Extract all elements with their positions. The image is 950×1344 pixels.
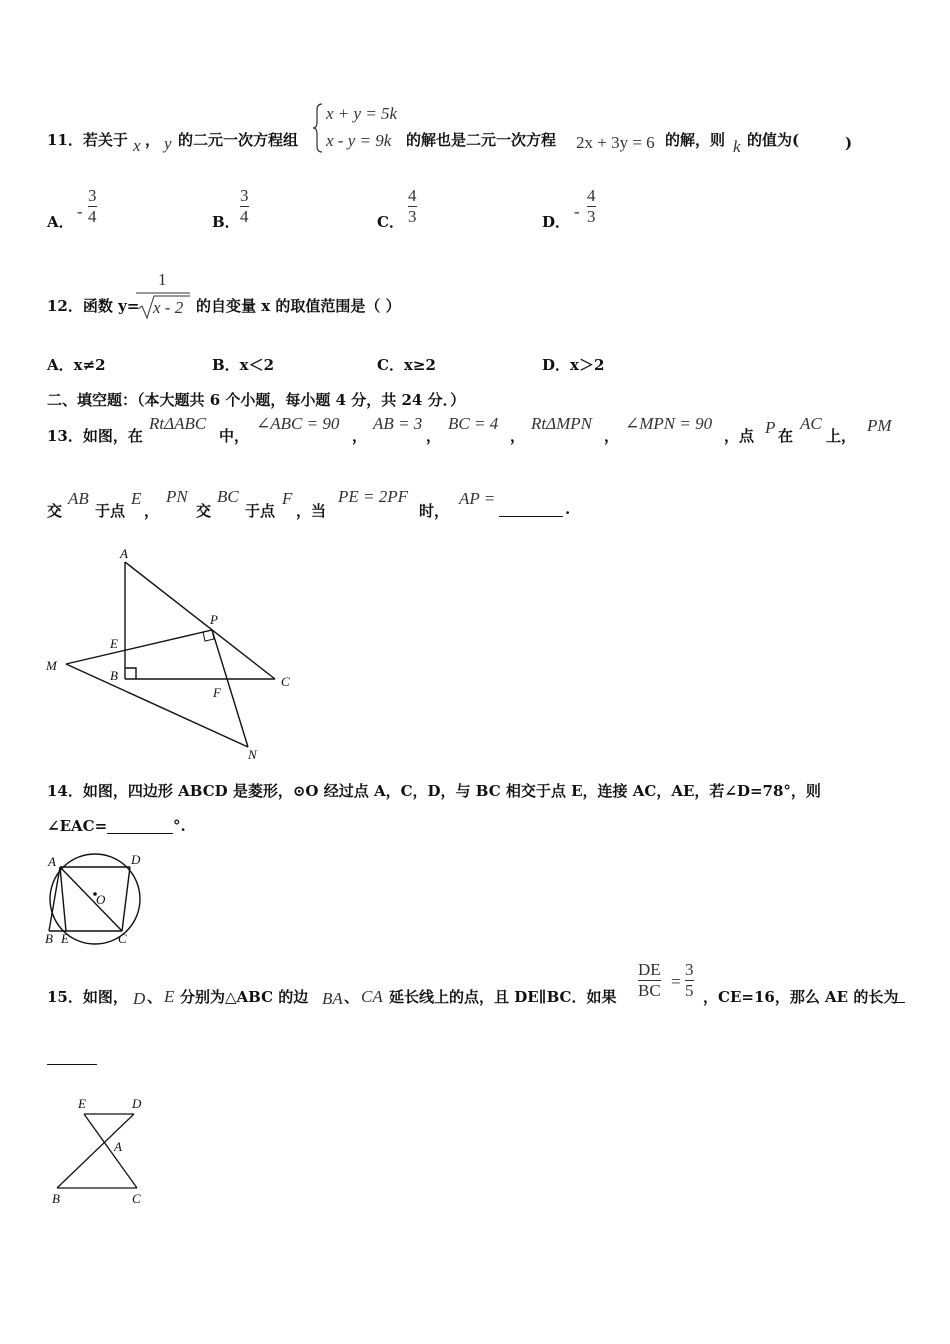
- q13-period: .: [565, 500, 571, 518]
- q11-comma: ，: [145, 131, 161, 149]
- q13-text-jiao-1: 交: [47, 502, 63, 520]
- q15-number-text: 15．如图，: [47, 988, 128, 1006]
- q11-text-4: 的值为(: [747, 131, 800, 149]
- q14-question-line-1: 14．如图，四边形 ABCD 是菱形，⊙O 经过点 A，C，D，与 BC 相交于点 E，连接 AC，AE，若∠D=78°，则: [47, 782, 821, 800]
- q13-answer-blank[interactable]: [499, 500, 563, 517]
- q11-option-c-fraction: [408, 186, 417, 226]
- q11-var-y: y: [164, 134, 172, 153]
- q13-fig-label-m: M: [46, 658, 57, 673]
- q11-option-b-denominator: 4: [240, 206, 249, 226]
- q11-option-d-numerator: 4: [587, 186, 596, 205]
- q12-option-a[interactable]: A．x≠2: [47, 356, 106, 374]
- q12-radicand: x - 2: [153, 298, 184, 317]
- q15-figure: [40, 1090, 160, 1210]
- q11-option-a-numerator: 3: [88, 186, 97, 205]
- q13-math-bc: BC = 4: [448, 414, 499, 433]
- q13-text-dang: ，当: [296, 502, 327, 520]
- q13-comma-5: ，: [144, 502, 160, 520]
- q13-fig-label-a: A: [120, 546, 128, 561]
- q11-option-d-fraction: [587, 186, 596, 226]
- q13-text-zhong: 中，: [219, 427, 250, 445]
- q11-option-a-fraction: [88, 186, 97, 226]
- q15-fig-label-d: D: [132, 1096, 142, 1111]
- q13-fig-label-e: E: [110, 636, 118, 651]
- q13-math-ab: AB = 3: [373, 414, 423, 433]
- q11-text-1: 的二元一次方程组: [178, 131, 299, 149]
- q15-value-numerator: 3: [685, 960, 694, 979]
- q12-numerator: 1: [158, 270, 167, 289]
- q14-fig-label-a: A: [48, 854, 56, 869]
- q13-text-jiao-2: 交: [196, 502, 212, 520]
- q15-value-denominator: 5: [685, 980, 694, 1000]
- q11-option-b-label: B．: [212, 213, 240, 231]
- q13-figure: [40, 540, 310, 765]
- q13-math-ap: AP =: [459, 489, 496, 508]
- q13-math-bc-2: BC: [217, 487, 239, 506]
- q15-fig-label-b: B: [52, 1191, 60, 1206]
- q14-fig-label-e: E: [61, 931, 69, 946]
- q11-option-a-label: A．: [47, 213, 74, 231]
- q15-text-1: 分别为△ABC 的边: [180, 988, 309, 1006]
- q13-math-f: F: [282, 489, 293, 508]
- q15-answer-blank-end[interactable]: [47, 1048, 97, 1065]
- q15-var-ca: CA: [361, 987, 383, 1006]
- q15-var-e: E: [164, 987, 175, 1006]
- q15-var-d: D: [133, 989, 146, 1008]
- q11-var-x: x: [133, 136, 141, 155]
- q13-fig-label-b: B: [110, 668, 118, 683]
- q13-comma-1: ，: [352, 427, 368, 445]
- q15-sep-1: 、: [147, 988, 163, 1006]
- q13-comma-3: ，: [510, 427, 526, 445]
- q14-fig-label-b: B: [45, 931, 53, 946]
- q14-degree-end: °.: [173, 817, 186, 835]
- q13-text-yudian-1: 于点: [95, 502, 126, 520]
- q11-option-a-denominator: 4: [88, 206, 97, 226]
- q11-var-k: k: [733, 137, 741, 156]
- q15-sep-2: 、: [344, 988, 360, 1006]
- q13-number-text: 13．如图，在: [47, 427, 143, 445]
- q13-text-shang: 上，: [826, 427, 857, 445]
- q15-fig-label-c: C: [132, 1191, 141, 1206]
- q13-fig-label-n: N: [248, 747, 257, 762]
- q11-option-c-numerator: 4: [408, 186, 417, 205]
- q13-text-zai: 在: [778, 427, 794, 445]
- q12-option-d[interactable]: D．x＞2: [542, 356, 605, 374]
- q15-equals: =: [671, 972, 681, 991]
- q13-math-pe-2pf: PE = 2PF: [338, 487, 409, 506]
- q13-math-angle-mpn: ∠MPN = 90: [625, 414, 713, 433]
- q13-math-p: P: [765, 418, 776, 437]
- q14-fig-label-c: C: [118, 931, 127, 946]
- q13-math-angle-abc: ∠ABC = 90: [256, 414, 340, 433]
- q15-fraction-value: [685, 960, 694, 1000]
- q13-text-yudian-2: 于点: [245, 502, 276, 520]
- q11-text-2: 的解也是二元一次方程: [406, 131, 557, 149]
- q12-option-c[interactable]: C．x≥2: [377, 356, 436, 374]
- section-2-heading: 二、填空题：（本大题共 6 个小题，每小题 4 分，共 24 分．）: [47, 391, 466, 409]
- q15-fraction-numerator: DE: [638, 960, 661, 979]
- q11-close-paren: ): [845, 134, 853, 152]
- q11-brace-icon: [312, 102, 324, 154]
- q13-fig-label-f: F: [213, 685, 221, 700]
- q15-text-3: ，CE=16，那么 AE 的长为: [703, 988, 899, 1006]
- q11-option-d-denominator: 3: [587, 206, 596, 226]
- q15-fraction-denominator: BC: [638, 980, 661, 1000]
- q14-fig-label-d: D: [131, 852, 141, 867]
- q13-text-dian: ，点: [724, 427, 755, 445]
- q15-var-ba: BA: [322, 989, 343, 1008]
- q13-comma-2: ，: [426, 427, 442, 445]
- q15-fraction-de-bc: [638, 960, 661, 1000]
- q13-math-rt-mpn: RtΔMPN: [531, 414, 592, 433]
- q15-answer-blank-start[interactable]: [895, 986, 905, 1003]
- q13-comma-4: ，: [604, 427, 620, 445]
- q11-option-d-label: D．: [542, 213, 571, 231]
- q12-question-text: 的自变量 x 的取值范围是（ ）: [196, 297, 401, 315]
- q13-math-pm: PM: [867, 416, 892, 435]
- q11-text-3: 的解，则: [665, 131, 726, 149]
- q11-option-a-sign: -: [77, 202, 83, 221]
- q13-math-ab-2: AB: [68, 489, 89, 508]
- q13-fig-label-p: P: [210, 612, 218, 627]
- q12-option-b[interactable]: B．x＜2: [212, 356, 275, 374]
- q13-text-shi: 时，: [419, 502, 450, 520]
- q14-figure: [40, 848, 150, 948]
- q15-fig-label-a: A: [114, 1139, 122, 1154]
- q15-text-2: 延长线上的点，且 DE∥BC．如果: [389, 988, 617, 1006]
- q11-option-b-fraction: [240, 186, 249, 226]
- q13-math-e: E: [131, 489, 142, 508]
- q11-equation-2: x - y = 9k: [326, 131, 392, 150]
- q11-equation-1: x + y = 5k: [326, 104, 398, 123]
- q11-option-b-numerator: 3: [240, 186, 249, 205]
- q11-option-c-denominator: 3: [408, 206, 417, 226]
- q13-math-ac: AC: [800, 414, 822, 433]
- q14-answer-blank[interactable]: [107, 817, 173, 834]
- q12-prefix: 12．函数 y=: [47, 297, 140, 315]
- q15-fig-label-e: E: [78, 1096, 86, 1111]
- q11-option-c-label: C．: [377, 213, 404, 231]
- q11-equation-3: 2x + 3y = 6: [576, 133, 655, 152]
- q11-number-text: 11．若关于: [47, 131, 128, 149]
- q13-math-pn: PN: [166, 487, 188, 506]
- q11-option-d-sign: -: [574, 202, 580, 221]
- q13-fig-label-c: C: [281, 674, 290, 689]
- q13-math-rt-abc: RtΔABC: [149, 414, 207, 433]
- q14-fig-label-o: O: [96, 892, 106, 907]
- q14-question-line-2: ∠EAC=: [47, 817, 108, 835]
